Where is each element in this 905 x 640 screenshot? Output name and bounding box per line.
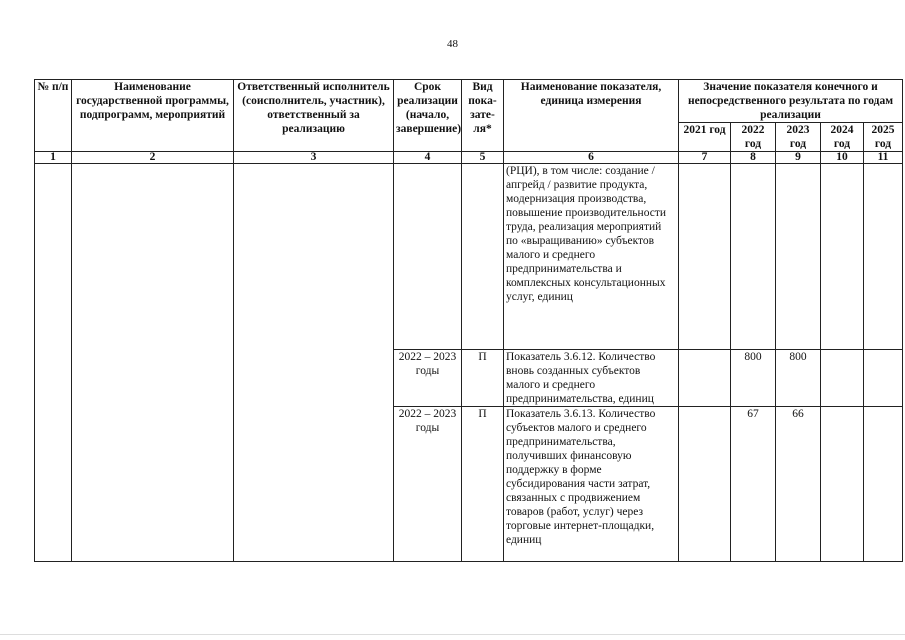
row-name-cell	[72, 164, 234, 562]
header-year: 2021 год	[679, 123, 731, 152]
row-value: 800	[776, 350, 821, 407]
column-number: 9	[776, 152, 821, 164]
header-year: 2025 год	[864, 123, 903, 152]
row-term: 2022 – 2023 годы	[394, 350, 462, 407]
column-number: 11	[864, 152, 903, 164]
header-type: Вид пока-зате-ля*	[462, 80, 504, 152]
row-type: П	[462, 350, 504, 407]
row-value	[864, 350, 903, 407]
row-value: 800	[731, 350, 776, 407]
row-value	[821, 164, 864, 350]
table-row	[35, 164, 903, 350]
row-value: 67	[731, 407, 776, 562]
header-year: 2022 год	[731, 123, 776, 152]
row-type: П	[462, 407, 504, 562]
row-value	[864, 407, 903, 562]
row-value	[679, 164, 731, 350]
column-number: 5	[462, 152, 504, 164]
header-num: № п/п	[35, 80, 72, 152]
row-value	[679, 350, 731, 407]
row-value	[864, 164, 903, 350]
row-indicator: (РЦИ), в том числе: создание / апгрейд / развитие продукта, модернизация производства, повышение производительности труда, реализация мероприятий по «выращиванию» субъектов малого и среднего предпринимательства и комплексных консультационных услуг, единиц	[504, 164, 679, 350]
column-number: 6	[504, 152, 679, 164]
row-indicator: Показатель 3.6.13. Количество субъектов малого и среднего предпринимательства, получивших финансовую поддержку в форме субсидирования части затрат, связанных с продвижением товаров (работ, услуг) через торговые интернет-площадки, единиц	[504, 407, 679, 562]
column-number-row	[35, 152, 903, 164]
row-term	[394, 164, 462, 350]
column-number: 10	[821, 152, 864, 164]
scan-edge-line	[0, 634, 905, 635]
row-executor-cell	[234, 164, 394, 562]
header-indicator: Наименование показателя, единица измерения	[504, 80, 679, 152]
column-number: 4	[394, 152, 462, 164]
row-value	[821, 407, 864, 562]
header-term: Срок реализации (начало, завершение)	[394, 80, 462, 152]
column-number: 3	[234, 152, 394, 164]
row-value	[679, 407, 731, 562]
row-value	[731, 164, 776, 350]
row-type	[462, 164, 504, 350]
column-number: 8	[731, 152, 776, 164]
header-executor: Ответственный исполнитель (соисполнитель, участник), ответственный за реализацию	[234, 80, 394, 152]
header-values: Значение показателя конечного и непосредственного результата по годам реализации	[679, 80, 903, 123]
page-number: 48	[447, 38, 458, 50]
row-number-cell	[35, 164, 72, 562]
column-number: 1	[35, 152, 72, 164]
column-number: 7	[679, 152, 731, 164]
header-year: 2024 год	[821, 123, 864, 152]
row-value	[821, 350, 864, 407]
row-indicator: Показатель 3.6.12. Количество вновь созданных субъектов малого и среднего предпринимательства, единиц	[504, 350, 679, 407]
column-number: 2	[72, 152, 234, 164]
row-value	[776, 164, 821, 350]
row-value: 66	[776, 407, 821, 562]
row-term: 2022 – 2023 годы	[394, 407, 462, 562]
program-indicators-table	[34, 79, 903, 562]
header-name: Наименование государственной программы, подпрограмм, мероприятий	[72, 80, 234, 152]
header-year: 2023 год	[776, 123, 821, 152]
